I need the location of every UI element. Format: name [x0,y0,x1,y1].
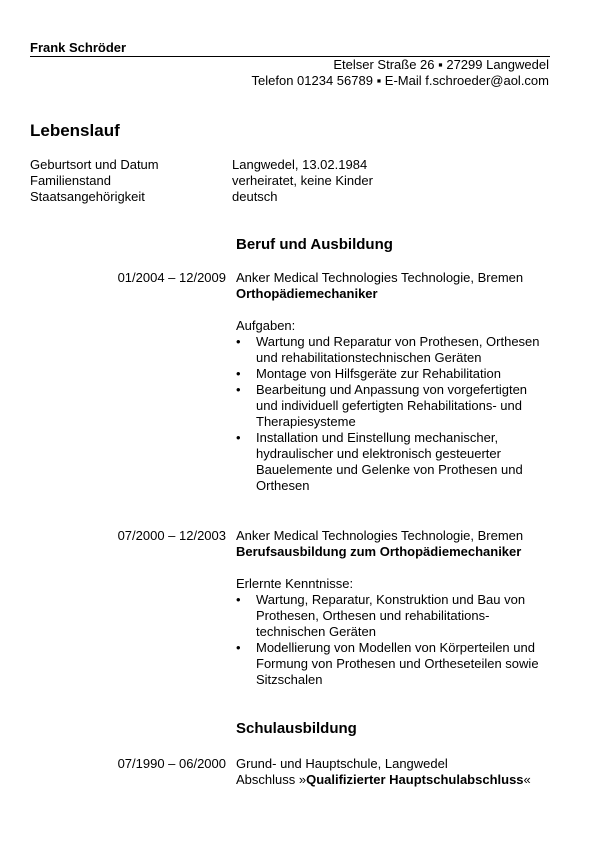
page-title: Lebenslauf [30,121,120,140]
list-item: • Bearbeitung und Anpassung von vorgefertigten und individuell gefertigten Rehabilitations- und Therapiesysteme [236,382,528,429]
bullet-icon: • [236,640,241,655]
entry-body [236,756,566,788]
personal-value: verheiratet, keine Kinder [232,173,373,188]
personal-data [30,157,373,205]
list-item: • Wartung und Reparatur von Prothesen, Orthesen und rehabilitationstechnischen Geräten [236,334,540,365]
entry-body [236,270,566,494]
personal-value: deutsch [232,189,278,204]
bullet-icon: • [236,366,241,381]
skills-list [236,592,551,688]
school-name: Grund- und Hauptschule, Langwedel [236,756,448,771]
personal-row [30,157,373,173]
personal-row [30,173,373,189]
list-item: • Wartung, Reparatur, Konstruktion und Bau von Prothesen, Orthesen und rehabilitations-technischen Geräten [236,592,526,639]
personal-label: Geburtsort und Datum [30,157,159,172]
address-line: Etelser Straße 26 ▪ 27299 Langwedel [333,57,549,72]
section-heading-beruf: Beruf und Ausbildung [236,236,393,253]
bullet-icon: • [236,592,241,607]
personal-row [30,189,373,205]
entry-date: 07/1990 – 06/2000 [117,756,226,771]
contact-block [252,57,549,89]
section-heading-schule: Schulausbildung [236,720,357,737]
list-item: • Modellierung von Modellen von Körperteilen und Formung von Prothesen und Ortheseteilen sowie Sitzschalen [236,640,539,687]
bullet-icon: • [236,430,241,445]
entry-position: Berufsausbildung zum Orthopädiemechaniker [236,544,522,559]
entry-company: Anker Medical Technologies Technologie, Bremen [236,528,524,543]
school-degree: Abschluss »Qualifizierter Hauptschulabschluss« [236,772,531,787]
candidate-name: Frank Schröder [30,40,127,55]
task-list [236,334,551,494]
contact-line: Telefon 01234 56789 ▪ E-Mail f.schroeder@aol.com [251,73,549,88]
entry-list-label: Erlernte Kenntnisse: [236,576,354,591]
entry-list-label: Aufgaben: [236,318,296,333]
list-item: • Montage von Hilfsgeräte zur Rehabilitation [236,366,501,381]
list-item: • Installation und Einstellung mechanischer, hydraulischer und elektronisch gesteuerter Bauelemente und Gelenke von Prothesen und Orthesen [236,430,523,493]
bullet-icon: • [236,382,241,397]
entry-date: 01/2004 – 12/2009 [117,270,226,285]
bullet-icon: • [236,334,241,349]
personal-label: Staatsangehörigkeit [30,189,145,204]
personal-value: Langwedel, 13.02.1984 [232,157,368,172]
entry-date: 07/2000 – 12/2003 [117,528,226,543]
entry-position: Orthopädiemechaniker [236,286,378,301]
entry-body [236,528,566,688]
personal-label: Familienstand [30,173,111,188]
entry-company: Anker Medical Technologies Technologie, Bremen [236,270,524,285]
